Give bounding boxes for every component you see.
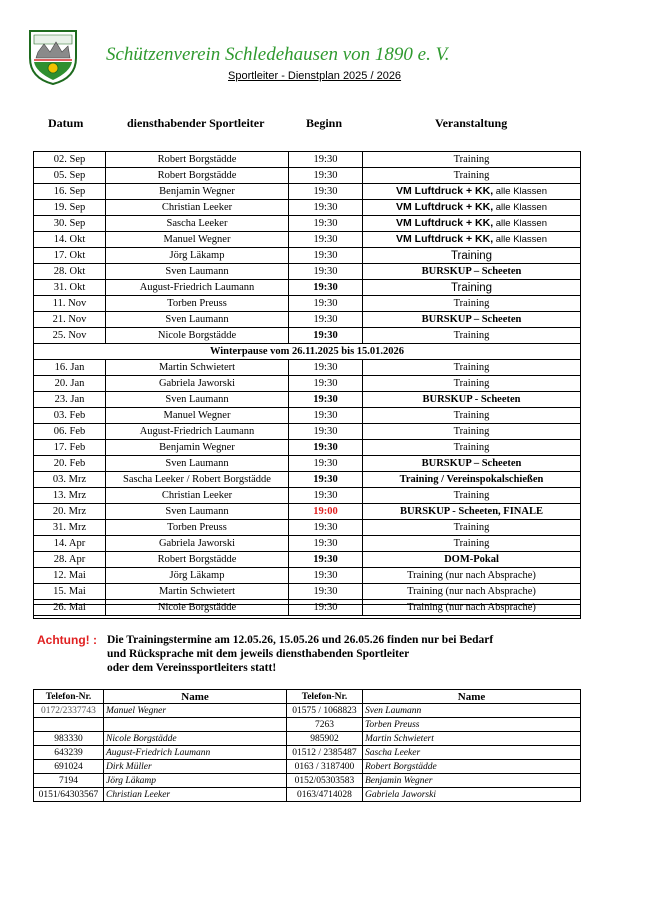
header-veranstaltung: Veranstaltung <box>435 116 508 130</box>
table-row <box>34 552 581 568</box>
phone-header: Telefon-Nr. <box>287 690 363 704</box>
date-cell: 05. Sep <box>34 168 106 184</box>
time-cell: 19:30 <box>289 328 363 344</box>
winter-break-row <box>34 344 581 360</box>
time-cell: 19:30 <box>289 280 363 296</box>
notice-line: und Rücksprache mit dem jeweils diensthabenden Sportleiter <box>107 648 410 660</box>
contact-name: Dirk Müller <box>104 760 287 774</box>
time-cell: 19:30 <box>289 216 363 232</box>
date-cell: 25. Nov <box>34 328 106 344</box>
date-cell: 17. Okt <box>34 248 106 264</box>
club-logo <box>22 28 98 86</box>
leader-cell: Christian Leeker <box>106 488 289 504</box>
contact-name: Benjamin Wegner <box>363 774 581 788</box>
notice-label: Achtung! : <box>37 633 97 647</box>
table-row <box>34 232 581 248</box>
notice-text <box>107 633 493 675</box>
event-cell: Training <box>363 488 581 504</box>
name-header: Name <box>104 690 287 704</box>
time-cell: 19:30 <box>289 312 363 328</box>
event-cell <box>363 184 581 200</box>
event-cell: Training (nur nach Absprache) <box>363 600 581 616</box>
leader-cell: Jörg Läkamp <box>106 248 289 264</box>
event-main: VM Luftdruck + KK, <box>396 185 494 197</box>
leader-cell: Christian Leeker <box>106 200 289 216</box>
time-cell: 19:30 <box>289 248 363 264</box>
time-cell: 19:30 <box>289 456 363 472</box>
table-row <box>34 504 581 520</box>
schedule-table <box>33 151 581 616</box>
leader-cell: Martin Schwietert <box>106 584 289 600</box>
time-cell: 19:30 <box>289 440 363 456</box>
time-cell: 19:30 <box>289 392 363 408</box>
phone-row <box>34 774 581 788</box>
leader-cell: Manuel Wegner <box>106 408 289 424</box>
date-cell: 13. Mrz <box>34 488 106 504</box>
leader-cell: Robert Borgstädde <box>106 152 289 168</box>
notice-line: Die Trainingstermine am 12.05.26, 15.05.26 und 26.05.26 finden nur bei Bedarf <box>107 634 494 646</box>
event-main: VM Luftdruck + KK, <box>396 233 494 245</box>
contact-name: Torben Preuss <box>363 718 581 732</box>
event-main: VM Luftdruck + KK, <box>396 201 494 213</box>
table-row <box>34 584 581 600</box>
phone-header: Telefon-Nr. <box>34 690 104 704</box>
table-row <box>34 152 581 168</box>
phone-number: 643239 <box>34 746 104 760</box>
date-cell: 12. Mai <box>34 568 106 584</box>
leader-cell: Torben Preuss <box>106 520 289 536</box>
date-cell: 14. Apr <box>34 536 106 552</box>
event-extra: alle Klassen <box>495 186 547 197</box>
date-cell: 20. Feb <box>34 456 106 472</box>
date-cell: 31. Mrz <box>34 520 106 536</box>
table-row <box>34 248 581 264</box>
phone-row <box>34 718 581 732</box>
time-cell: 19:30 <box>289 200 363 216</box>
club-name: Schützenverein Schledehausen von 1890 e. V. <box>106 44 450 65</box>
table-row <box>34 408 581 424</box>
date-cell: 30. Sep <box>34 216 106 232</box>
table-row <box>34 264 581 280</box>
leader-cell: Nicole Borgstädde <box>106 328 289 344</box>
event-cell: Training <box>363 440 581 456</box>
leader-cell: Benjamin Wegner <box>106 184 289 200</box>
contact-name: Nicole Borgstädde <box>104 732 287 746</box>
notice-line: oder dem Vereinssportleiters statt! <box>107 662 277 674</box>
date-cell: 06. Feb <box>34 424 106 440</box>
phone-number: 7194 <box>34 774 104 788</box>
plan-subtitle: Sportleiter - Dienstplan 2025 / 2026 <box>228 70 402 82</box>
date-cell: 14. Okt <box>34 232 106 248</box>
event-extra: alle Klassen <box>495 202 547 213</box>
phone-number: 691024 <box>34 760 104 774</box>
date-cell: 17. Feb <box>34 440 106 456</box>
table-row <box>34 488 581 504</box>
time-cell: 19:30 <box>289 360 363 376</box>
leader-cell: Martin Schwietert <box>106 360 289 376</box>
phone-number: 985902 <box>287 732 363 746</box>
header-sportleiter: diensthabender Sportleiter <box>127 116 265 130</box>
table-row <box>34 376 581 392</box>
event-cell: Training <box>363 408 581 424</box>
empty-box <box>33 604 581 619</box>
phone-number: 0163/4714028 <box>287 788 363 802</box>
time-cell: 19:30 <box>289 600 363 616</box>
time-cell: 19:30 <box>289 152 363 168</box>
table-row <box>34 472 581 488</box>
contact-name: Robert Borgstädde <box>363 760 581 774</box>
time-cell: 19:30 <box>289 488 363 504</box>
event-cell: Training (nur nach Absprache) <box>363 584 581 600</box>
contact-name: Sascha Leeker <box>363 746 581 760</box>
event-cell: DOM-Pokal <box>363 552 581 568</box>
date-cell: 26. Mai <box>34 600 106 616</box>
header-beginn: Beginn <box>306 116 343 130</box>
table-row <box>34 296 581 312</box>
name-header: Name <box>363 690 581 704</box>
event-cell: Training (nur nach Absprache) <box>363 568 581 584</box>
phone-number: 0172/2337743 <box>34 704 104 718</box>
time-cell: 19:30 <box>289 376 363 392</box>
header-datum: Datum <box>48 116 84 130</box>
winter-break: Winterpause vom 26.11.2025 bis 15.01.2026 <box>34 344 581 360</box>
event-cell: BURSKUP – Scheeten <box>363 264 581 280</box>
leader-cell: Manuel Wegner <box>106 232 289 248</box>
leader-cell: Torben Preuss <box>106 296 289 312</box>
time-cell: 19:30 <box>289 472 363 488</box>
event-cell <box>363 232 581 248</box>
event-cell: BURSKUP - Scheeten, FINALE <box>363 504 581 520</box>
table-row <box>34 280 581 296</box>
table-row <box>34 520 581 536</box>
phone-row <box>34 746 581 760</box>
table-row <box>34 312 581 328</box>
phone-table <box>33 689 581 802</box>
leader-cell: Robert Borgstädde <box>106 552 289 568</box>
time-cell: 19:30 <box>289 408 363 424</box>
table-row <box>34 456 581 472</box>
event-cell: Training <box>363 296 581 312</box>
leader-cell: Sven Laumann <box>106 264 289 280</box>
phone-number: 01575 / 1068823 <box>287 704 363 718</box>
phone-number: 0151/64303567 <box>34 788 104 802</box>
leader-cell: Gabriela Jaworski <box>106 536 289 552</box>
time-cell: 19:30 <box>289 184 363 200</box>
contact-name: August-Friedrich Laumann <box>104 746 287 760</box>
event-extra: alle Klassen <box>495 234 547 245</box>
phone-row <box>34 704 581 718</box>
time-cell: 19:30 <box>289 568 363 584</box>
event-cell: Training / Vereinspokalschießen <box>363 472 581 488</box>
time-cell: 19:30 <box>289 264 363 280</box>
date-cell: 15. Mai <box>34 584 106 600</box>
phone-number: 01512 / 2385487 <box>287 746 363 760</box>
table-row <box>34 424 581 440</box>
phone-number: 983330 <box>34 732 104 746</box>
event-main: VM Luftdruck + KK, <box>396 217 494 229</box>
date-cell: 16. Sep <box>34 184 106 200</box>
event-cell: Training <box>363 376 581 392</box>
event-cell: Training <box>363 168 581 184</box>
table-row <box>34 168 581 184</box>
phone-row <box>34 760 581 774</box>
event-cell: Training <box>363 280 581 296</box>
time-cell: 19:30 <box>289 424 363 440</box>
time-cell: 19:30 <box>289 296 363 312</box>
contact-name: Gabriela Jaworski <box>363 788 581 802</box>
event-cell <box>363 216 581 232</box>
event-cell: Training <box>363 328 581 344</box>
table-row <box>34 568 581 584</box>
date-cell: 11. Nov <box>34 296 106 312</box>
time-cell: 19:30 <box>289 536 363 552</box>
contact-name: Martin Schwietert <box>363 732 581 746</box>
table-row <box>34 200 581 216</box>
time-cell: 19:30 <box>289 168 363 184</box>
date-cell: 31. Okt <box>34 280 106 296</box>
table-row <box>34 328 581 344</box>
leader-cell: Jörg Läkamp <box>106 568 289 584</box>
date-cell: 20. Jan <box>34 376 106 392</box>
table-row <box>34 216 581 232</box>
event-cell: Training <box>363 360 581 376</box>
date-cell: 16. Jan <box>34 360 106 376</box>
time-cell: 19:30 <box>289 232 363 248</box>
leader-cell: Sven Laumann <box>106 392 289 408</box>
event-cell: Training <box>363 152 581 168</box>
date-cell: 19. Sep <box>34 200 106 216</box>
event-cell: BURSKUP – Scheeten <box>363 312 581 328</box>
time-cell: 19:30 <box>289 520 363 536</box>
date-cell: 20. Mrz <box>34 504 106 520</box>
time-cell: 19:00 <box>289 504 363 520</box>
table-row <box>34 184 581 200</box>
event-cell: Training <box>363 248 581 264</box>
leader-cell: Robert Borgstädde <box>106 168 289 184</box>
leader-cell: August-Friedrich Laumann <box>106 280 289 296</box>
time-cell: 19:30 <box>289 552 363 568</box>
event-cell: Training <box>363 424 581 440</box>
event-cell: Training <box>363 520 581 536</box>
contact-name <box>104 718 287 732</box>
date-cell: 03. Mrz <box>34 472 106 488</box>
leader-cell: Sven Laumann <box>106 504 289 520</box>
phone-row <box>34 732 581 746</box>
date-cell: 02. Sep <box>34 152 106 168</box>
phone-number <box>34 718 104 732</box>
contact-name: Sven Laumann <box>363 704 581 718</box>
phone-header-row <box>34 690 581 704</box>
date-cell: 28. Apr <box>34 552 106 568</box>
time-cell: 19:30 <box>289 584 363 600</box>
table-row <box>34 360 581 376</box>
contact-name: Christian Leeker <box>104 788 287 802</box>
leader-cell: Benjamin Wegner <box>106 440 289 456</box>
event-cell <box>363 200 581 216</box>
leader-cell: Sascha Leeker / Robert Borgstädde <box>106 472 289 488</box>
phone-number: 0152/05303583 <box>287 774 363 788</box>
table-row <box>34 536 581 552</box>
leader-cell: Nicole Borgstädde <box>106 600 289 616</box>
date-cell: 28. Okt <box>34 264 106 280</box>
table-row <box>34 440 581 456</box>
event-cell: Training <box>363 536 581 552</box>
contact-name: Manuel Wegner <box>104 704 287 718</box>
event-extra: alle Klassen <box>495 218 547 229</box>
table-row <box>34 392 581 408</box>
leader-cell: Sascha Leeker <box>106 216 289 232</box>
phone-number: 7263 <box>287 718 363 732</box>
leader-cell: August-Friedrich Laumann <box>106 424 289 440</box>
date-cell: 03. Feb <box>34 408 106 424</box>
contact-name: Jörg Läkamp <box>104 774 287 788</box>
leader-cell: Gabriela Jaworski <box>106 376 289 392</box>
leader-cell: Sven Laumann <box>106 312 289 328</box>
event-cell: BURSKUP – Scheeten <box>363 456 581 472</box>
date-cell: 21. Nov <box>34 312 106 328</box>
event-cell: BURSKUP - Scheeten <box>363 392 581 408</box>
phone-number: 0163 / 3187400 <box>287 760 363 774</box>
phone-row <box>34 788 581 802</box>
date-cell: 23. Jan <box>34 392 106 408</box>
leader-cell: Sven Laumann <box>106 456 289 472</box>
